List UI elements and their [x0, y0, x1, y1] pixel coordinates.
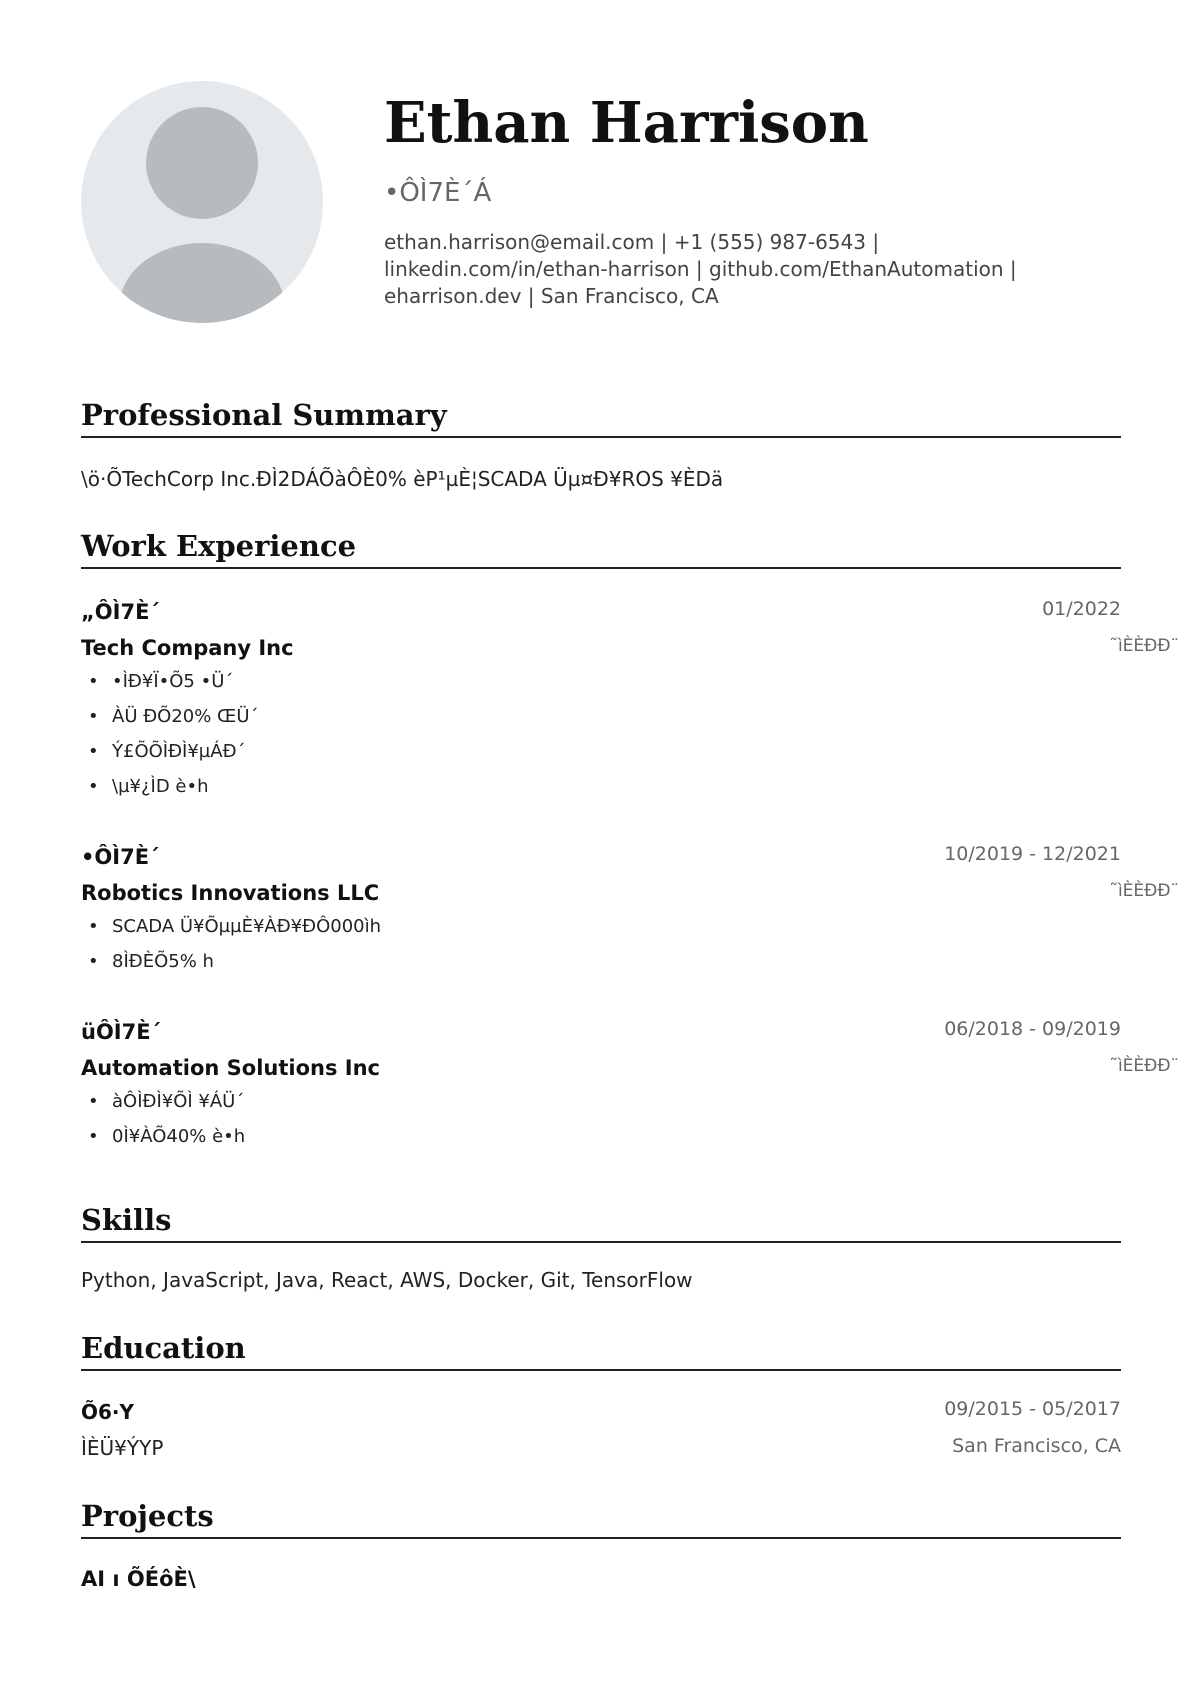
job-bullets — [81, 1090, 245, 1160]
section-heading-projects: Projects — [81, 1499, 1121, 1539]
section-heading-skills: Skills — [81, 1203, 1121, 1243]
job-company: Robotics Innovations LLC — [81, 881, 380, 905]
education-degree: Õ6·Y — [81, 1400, 134, 1424]
contact-line: ethan.harrison@email.com | +1 (555) 987-6543 | — [384, 230, 880, 254]
education-location: San Francisco, CA — [952, 1435, 1121, 1457]
avatar-head-shape — [146, 107, 258, 219]
section-heading-summary: Professional Summary — [81, 398, 1121, 438]
list-item: • àÔÌÐÌ¥ÕÌ ¥ÁÜ´ — [81, 1090, 245, 1125]
job-bullets — [81, 915, 381, 985]
list-item: • SCADA Ü¥ÕµµÈ¥ÀÐ¥ÐÔ000ìh — [81, 915, 381, 950]
avatar — [81, 81, 323, 323]
contact-line: linkedin.com/in/ethan-harrison | github.com/EthanAutomation | — [384, 257, 1017, 281]
job-date: 10/2019 - 12/2021 — [944, 843, 1121, 865]
job-location: ˜ìÈÈÐÐ¨ — [1109, 881, 1179, 901]
job-bullets — [81, 670, 259, 810]
list-item: • ÀÜ ÐÕ20% ŒÜ´ — [81, 705, 259, 740]
contact-info — [384, 229, 1024, 310]
list-item: • •ÌÐ¥Ï•Õ5 •Ü´ — [81, 670, 259, 705]
list-item: • Ý£ÕÕÌÐÌ¥µÁÐ´ — [81, 740, 259, 775]
job-location: ˜ìÈÈÐÐ¨ — [1109, 1056, 1179, 1076]
list-item: • 8ÌÐÈÕ5% h — [81, 950, 381, 985]
job-company: Automation Solutions Inc — [81, 1056, 380, 1080]
contact-line: eharrison.dev | San Francisco, CA — [384, 284, 719, 308]
job-date: 06/2018 - 09/2019 — [944, 1018, 1121, 1040]
candidate-title: •ÔÌ7È´Á — [384, 178, 492, 208]
candidate-name: Ethan Harrison — [384, 90, 869, 156]
skills-list: Python, JavaScript, Java, React, AWS, Docker, Git, TensorFlow — [81, 1268, 693, 1292]
project-name: AI ı ÕÉôÈ\ — [81, 1567, 196, 1591]
education-date: 09/2015 - 05/2017 — [944, 1398, 1121, 1420]
list-item: • 0Ì¥ÀÕ40% è•h — [81, 1125, 245, 1160]
section-heading-experience: Work Experience — [81, 529, 1121, 569]
job-role: •ÔÌ7È´ — [81, 845, 160, 869]
list-item: • \µ¥¿ÌD è•h — [81, 775, 259, 810]
job-role: „ÔÌ7È´ — [81, 600, 160, 624]
job-company: Tech Company Inc — [81, 636, 294, 660]
avatar-body-shape — [119, 243, 285, 323]
job-location: ˜ìÈÈÐÐ¨ — [1109, 636, 1179, 656]
job-date: 01/2022 — [1042, 598, 1121, 620]
section-heading-education: Education — [81, 1331, 1121, 1371]
job-role: üÔÌ7È´ — [81, 1020, 162, 1044]
education-school: ÌÈÜ¥ÝYP — [81, 1436, 164, 1460]
summary-text: \ö·ÕTechCorp Inc.ÐÌ2DÁÕàÔÈ0% èP¹µÈ¦SCADA Üµ¤Ð¥ROS ¥ÈDä — [81, 467, 724, 491]
